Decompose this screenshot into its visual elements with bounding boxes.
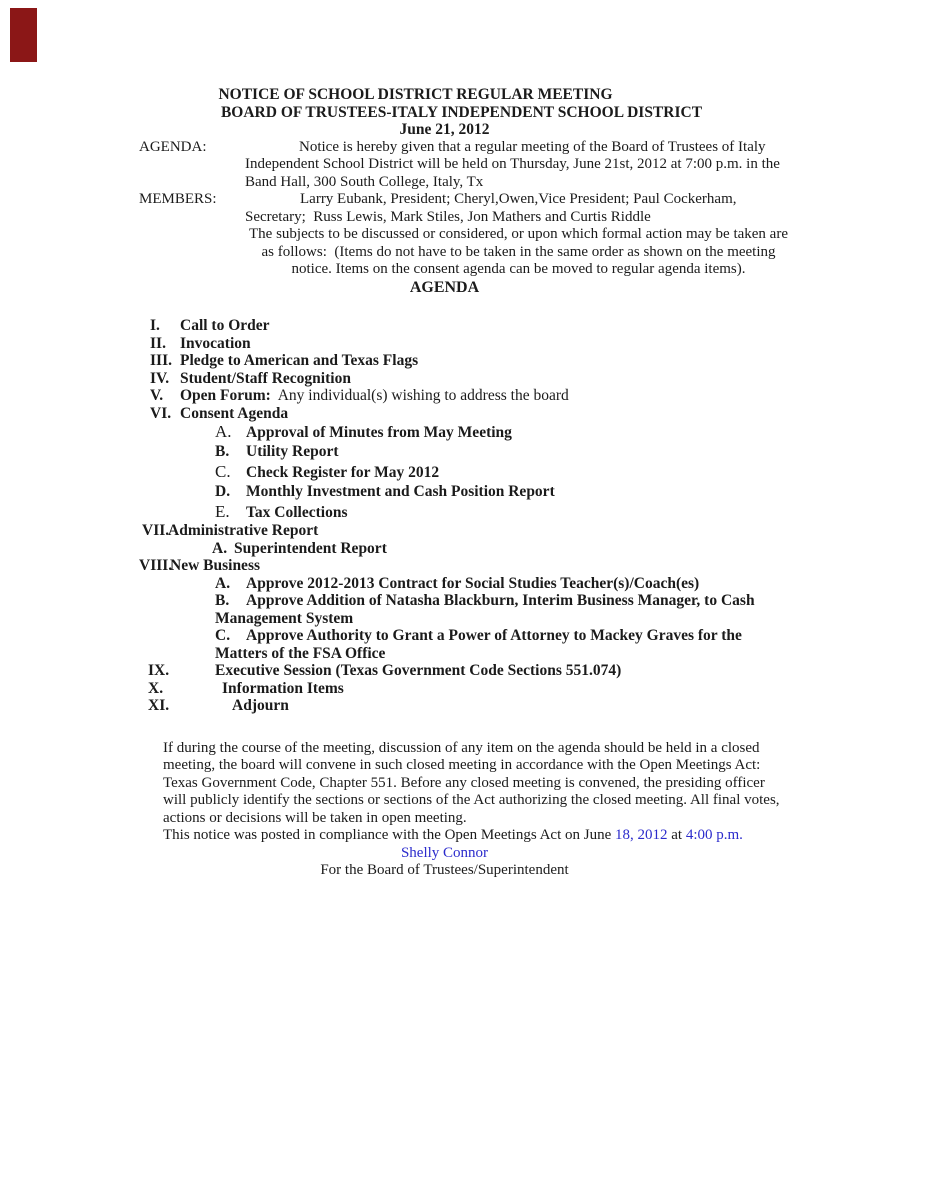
item-text-regular: Any individual(s) wishing to address the board (270, 387, 569, 404)
posting-text: This notice was posted in compliance with the Open Meetings Act on June (163, 827, 615, 844)
item-marker: V. (150, 387, 164, 404)
new-business-item-power-of-attorney (0, 627, 927, 662)
new-business-item-contract (0, 575, 927, 593)
item-text: Administrative Report (168, 522, 319, 540)
agenda-item-pledge (0, 352, 927, 370)
item-text-line2: Matters of the FSA Office (215, 644, 386, 662)
item-text: Invocation (180, 334, 251, 352)
notice-line: Notice is hereby given that a regular meeting of the Board of Trustees of Italy (299, 138, 766, 155)
item-text (215, 627, 927, 662)
consent-item-investment-report (0, 482, 927, 501)
item-marker: A. (215, 422, 232, 441)
item-text: Check Register for May 2012 (246, 463, 440, 481)
document-subtitle: BOARD OF TRUSTEES-ITALY INDEPENDENT SCHOOL DISTRICT (220, 103, 703, 121)
item-text: Superintendent Report (234, 539, 387, 557)
item-marker: VII. (142, 522, 170, 540)
item-marker: B. (215, 443, 230, 461)
agenda-item-information-items (0, 680, 927, 698)
item-text: Consent Agenda (180, 404, 289, 422)
item-text-bold: Open Forum: (180, 387, 271, 404)
consent-item-check-register (0, 462, 927, 482)
item-marker: C. (215, 461, 231, 481)
agenda-item-call-to-order (0, 317, 927, 335)
closed-meeting-paragraph (163, 740, 927, 828)
agenda-item-invocation (0, 335, 927, 353)
notice-line: Band Hall, 300 South College, Italy, Tx (245, 173, 484, 190)
consent-item-tax-collections (0, 502, 927, 522)
item-marker: VIII. (139, 557, 173, 575)
agenda-item-recognition (0, 370, 927, 388)
members-section (0, 191, 927, 226)
closing-line: Texas Government Code, Chapter 551. Before any closed meeting is convened, the presiding officer (163, 774, 765, 791)
item-text: Call to Order (180, 317, 270, 334)
new-business-item-blackburn (0, 592, 927, 627)
closing-line: meeting, the board will convene in such closed meeting in accordance with the Open Meetings Act: (163, 757, 761, 774)
closing-line: will publicly identify the sections or sections of the Act authorizing the closed meeting. All final votes, (163, 792, 780, 809)
agenda-item-new-business (0, 557, 927, 575)
subjects-note-line: notice. Items on the consent agenda can be moved to regular agenda items). (291, 261, 746, 277)
item-text: Student/Staff Recognition (180, 369, 351, 387)
agenda-list (0, 317, 927, 715)
item-marker: III. (150, 352, 172, 369)
posting-time: 4:00 p.m. (685, 827, 743, 844)
item-text: Tax Collections (246, 503, 348, 521)
agenda-item-open-forum (0, 387, 927, 405)
item-marker: A. (212, 539, 228, 557)
item-marker: D. (215, 483, 231, 501)
item-text: Approve 2012-2013 Contract for Social Studies Teacher(s)/Coach(es) (246, 574, 700, 592)
agenda-item-consent-agenda (0, 405, 927, 423)
item-text: Approval of Minutes from May Meeting (246, 424, 512, 441)
agenda-item-executive-session (0, 662, 927, 680)
members-line: Secretary; Russ Lewis, Mark Stiles, Jon Mathers and Curtis Riddle (245, 208, 651, 225)
agenda-item-administrative-report (0, 522, 927, 540)
item-marker: IV. (150, 369, 170, 387)
members-label: MEMBERS: (139, 191, 217, 207)
item-marker: IX. (148, 662, 170, 680)
closing-line: If during the course of the meeting, discussion of any item on the agenda should be held in a closed (163, 739, 760, 756)
closing-line: actions or decisions will be taken in open meeting. (163, 809, 467, 826)
item-marker: B. (215, 592, 230, 610)
item-text: New Business (170, 557, 261, 575)
item-marker: VI. (150, 404, 172, 422)
subjects-note-line: The subjects to be discussed or considered, or upon which formal action may be taken are (249, 226, 788, 242)
document-header (97, 0, 792, 139)
item-marker: I. (150, 317, 160, 334)
item-marker: X. (148, 679, 164, 697)
item-text (215, 592, 927, 627)
agenda-section-title: AGENDA (409, 278, 480, 296)
item-marker: A. (215, 574, 231, 592)
item-marker: E. (215, 501, 230, 521)
members-line: Larry Eubank, President; Cheryl,Owen,Vice President; Paul Cockerham, (300, 191, 737, 207)
consent-item-minutes (0, 422, 927, 442)
signature-name: Shelly Connor (400, 844, 489, 861)
posting-date: 18, 2012 (615, 827, 668, 844)
scan-artifact-mark (10, 8, 37, 62)
item-text-line2: Management System (215, 609, 354, 627)
item-text: Monthly Investment and Cash Position Report (246, 483, 555, 501)
posting-statement (163, 827, 927, 845)
item-marker: C. (215, 627, 231, 645)
agenda-notice-section (0, 139, 927, 192)
document-title: NOTICE OF SCHOOL DISTRICT REGULAR MEETING (218, 86, 613, 103)
item-text: Pledge to American and Texas Flags (180, 352, 419, 369)
signature-role: For the Board of Trustees/Superintendent (320, 862, 569, 879)
subjects-note-line: as follows: (Items do not have to be taken in the same order as shown on the meeting (261, 243, 776, 260)
item-text-line1: Approve Addition of Natasha Blackburn, Interim Business Manager, to Cash (246, 592, 755, 610)
item-marker: XI. (148, 697, 170, 715)
posting-text: at (667, 827, 686, 844)
consent-item-utility-report (0, 442, 927, 461)
meeting-date: June 21, 2012 (399, 121, 490, 138)
item-text: Utility Report (246, 443, 339, 461)
item-text: Adjourn (232, 697, 289, 715)
subjects-note (245, 226, 792, 279)
item-marker: II. (150, 334, 166, 352)
notice-line: Independent School District will be held on Thursday, June 21st, 2012 at 7:00 p.m. in the (245, 156, 780, 172)
item-text: Executive Session (Texas Government Code Sections 551.074) (215, 662, 622, 680)
agenda-label: AGENDA: (139, 138, 207, 155)
admin-item-superintendent-report (0, 540, 927, 558)
item-text-line1: Approve Authority to Grant a Power of Attorney to Mackey Graves for the (246, 627, 742, 645)
agenda-item-adjourn (0, 697, 927, 715)
item-text: Information Items (222, 679, 344, 697)
item-text (180, 387, 569, 404)
